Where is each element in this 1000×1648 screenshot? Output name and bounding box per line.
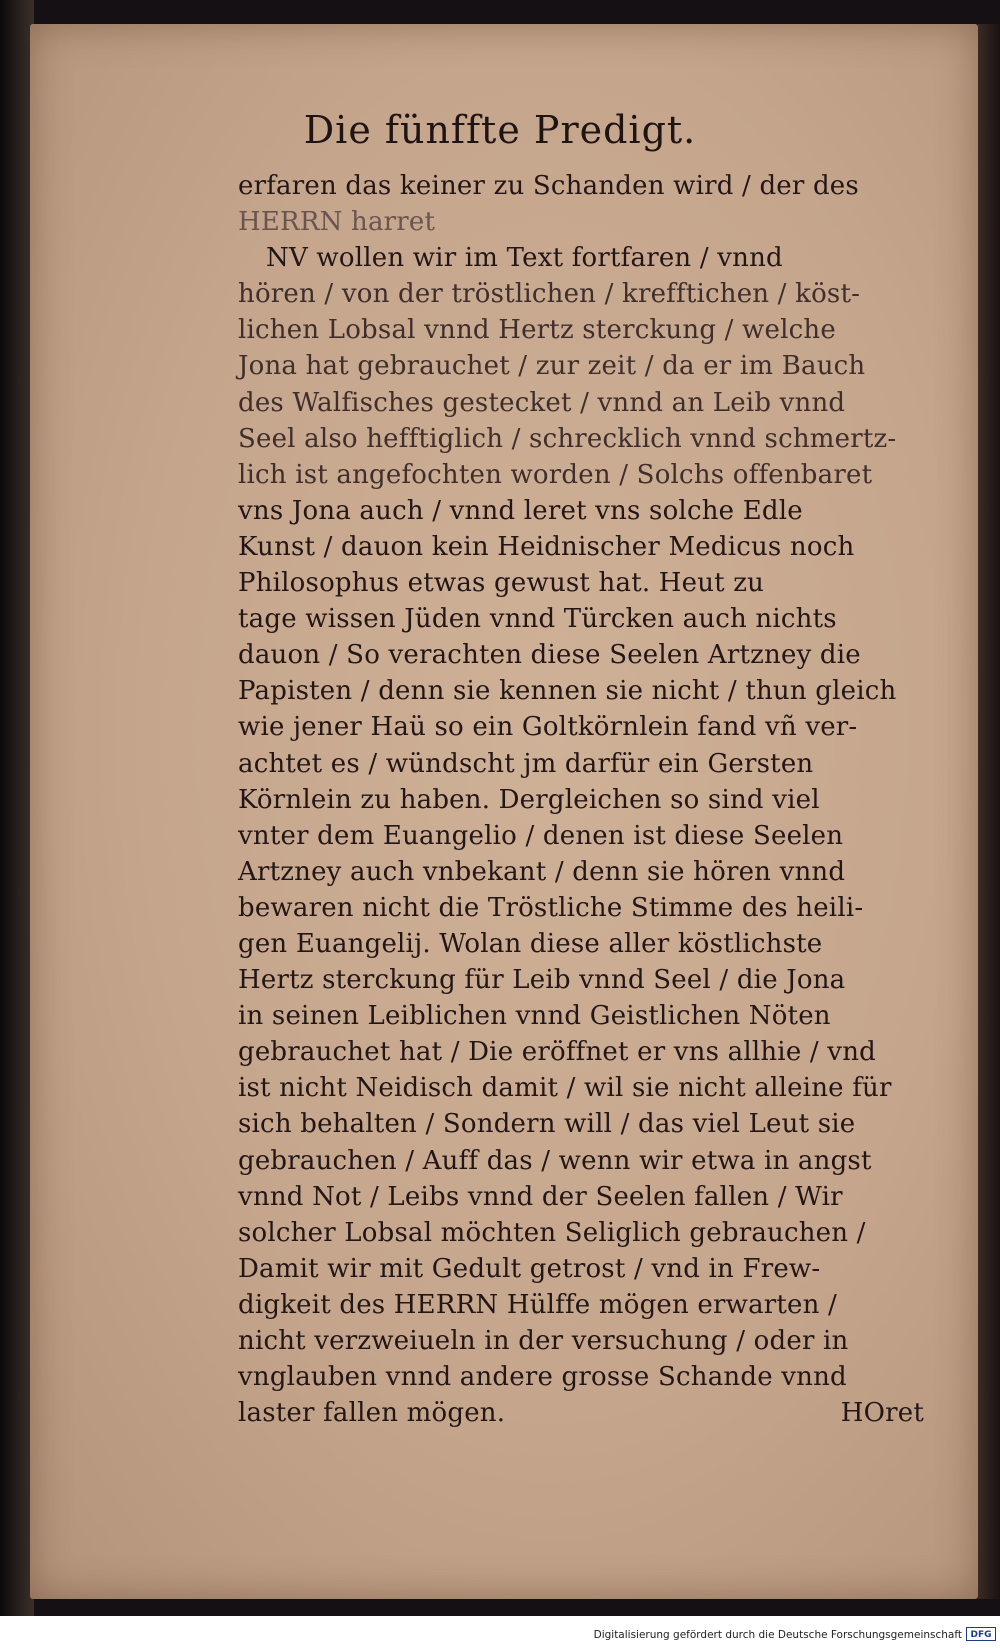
text-line (238, 204, 924, 240)
text-line-content: sich behalten / Sondern will / das viel Leut sie (238, 1109, 856, 1140)
book-spine-shadow (0, 0, 34, 1648)
text-line-content: vnter dem Euangelio / denen ist diese Seelen (238, 820, 844, 851)
text-line-content: Jona hat gebrauchet / zur zeit / da er im Bauch (238, 351, 866, 382)
text-line (238, 529, 924, 565)
text-line (238, 276, 924, 312)
text-line-content: gebrauchen / Auff das / wenn wir etwa in angst (238, 1145, 872, 1176)
dfg-logo: DFG (966, 1627, 996, 1641)
text-line-content: Philosophus etwas gewust hat. Heut zu (238, 568, 765, 599)
text-line-content: dauon / So verachten diese Seelen Artzney die (238, 640, 861, 671)
text-line-content: vnnd Not / Leibs vnnd der Seelen fallen / Wir (238, 1181, 843, 1212)
text-line (238, 926, 924, 962)
text-line (238, 709, 924, 745)
text-line (238, 637, 924, 673)
text-line-content: in seinen Leiblichen vnnd Geistlichen Nöten (238, 1001, 831, 1032)
text-line (238, 493, 924, 529)
text-line (238, 240, 924, 276)
text-line-content: gen Euangelij. Wolan diese aller köstlichste (238, 928, 823, 959)
text-line (238, 601, 924, 637)
text-line-content: vnglauben vnnd andere grosse Schande vnnd (238, 1362, 847, 1393)
text-line-content: tage wissen Jüden vnnd Türcken auch nichts (238, 604, 837, 635)
text-line-content: des Walfisches gestecket / vnnd an Leib vnnd (238, 387, 846, 418)
text-line (238, 1070, 924, 1106)
text-line (238, 565, 924, 601)
text-line-content: Kunst / dauon kein Heidnischer Medicus noch (238, 531, 855, 562)
text-line-content: Artzney auch vnbekant / denn sie hören vnnd (238, 856, 846, 887)
text-line-content: Damit wir mit Gedult getrost / vnd in Frew- (238, 1253, 821, 1284)
text-line (238, 673, 924, 709)
text-line (238, 782, 924, 818)
text-line-content: laster fallen mögen. (238, 1398, 506, 1429)
text-line-content: ist nicht Neidisch damit / wil sie nicht alleine für (238, 1073, 892, 1104)
text-line (238, 312, 924, 348)
text-line (238, 746, 924, 782)
text-line (238, 998, 924, 1034)
text-line (238, 1034, 924, 1070)
text-line (238, 962, 924, 998)
text-line-content: nicht verzweiueln in der versuchung / oder in (238, 1326, 849, 1356)
footer-credit: Digitalisierung gefördert durch die Deutsche Forschungsgemeinschaft (593, 1629, 962, 1641)
page-right-edge (978, 24, 1000, 1599)
text-line-content: bewaren nicht die Tröstliche Stimme des heili- (238, 892, 864, 923)
text-line-content: Seel also hefftiglich / schrecklich vnnd schmertz- (238, 423, 897, 454)
catchword: HOret (840, 1398, 924, 1429)
text-line (238, 385, 924, 421)
text-line-content: solcher Lobsal möchten Seliglich gebrauchen / (238, 1217, 866, 1248)
text-line (238, 1179, 924, 1215)
text-line-content: hören / von der tröstlichen / krefftichen / köst- (238, 279, 861, 310)
text-line-content: lich ist angefochten worden / Solchs offenbaret (238, 459, 873, 490)
text-line-content: NV wollen wir im Text fortfaren / vnnd (266, 243, 783, 274)
text-line-content: digkeit des HERRN Hülffe mögen erwarten / (238, 1289, 838, 1320)
text-line-content: Papisten / denn sie kennen sie nicht / thun gleich (238, 676, 897, 707)
text-line-content: gebrauchet hat / Die eröffnet er vns allhie / vnd (238, 1037, 876, 1068)
text-line (238, 1359, 924, 1395)
text-line (238, 1395, 924, 1431)
text-line-content: lichen Lobsal vnnd Hertz sterckung / welche (238, 315, 836, 346)
running-head: Die fünffte Predigt. (303, 108, 697, 152)
text-line (238, 854, 924, 890)
text-line (238, 168, 924, 204)
text-line (238, 1251, 924, 1287)
text-line-content: vns Jona auch / vnnd leret vns solche Edle (238, 495, 803, 526)
text-line (238, 1215, 924, 1251)
text-line (238, 348, 924, 384)
text-line (238, 1106, 924, 1142)
text-line-content: achtet es / wündscht jm darfür ein Gersten (238, 748, 814, 779)
text-line (238, 421, 924, 457)
text-line-content: HERRN harret (238, 207, 436, 238)
text-line-content: erfaren das keiner zu Schanden wird / der des (238, 171, 859, 201)
text-line (238, 1143, 924, 1179)
text-line (238, 457, 924, 493)
body-text (238, 168, 924, 1431)
text-line (238, 890, 924, 926)
text-line (238, 1287, 924, 1323)
text-line (238, 818, 924, 854)
text-line (238, 1323, 924, 1359)
text-line-content: wie jener Haü so ein Goltkörnlein fand vñ ver- (238, 712, 858, 743)
text-line-content: Körnlein zu haben. Dergleichen so sind viel (238, 784, 820, 815)
text-line-content: Hertz sterckung für Leib vnnd Seel / die Jona (238, 965, 846, 996)
